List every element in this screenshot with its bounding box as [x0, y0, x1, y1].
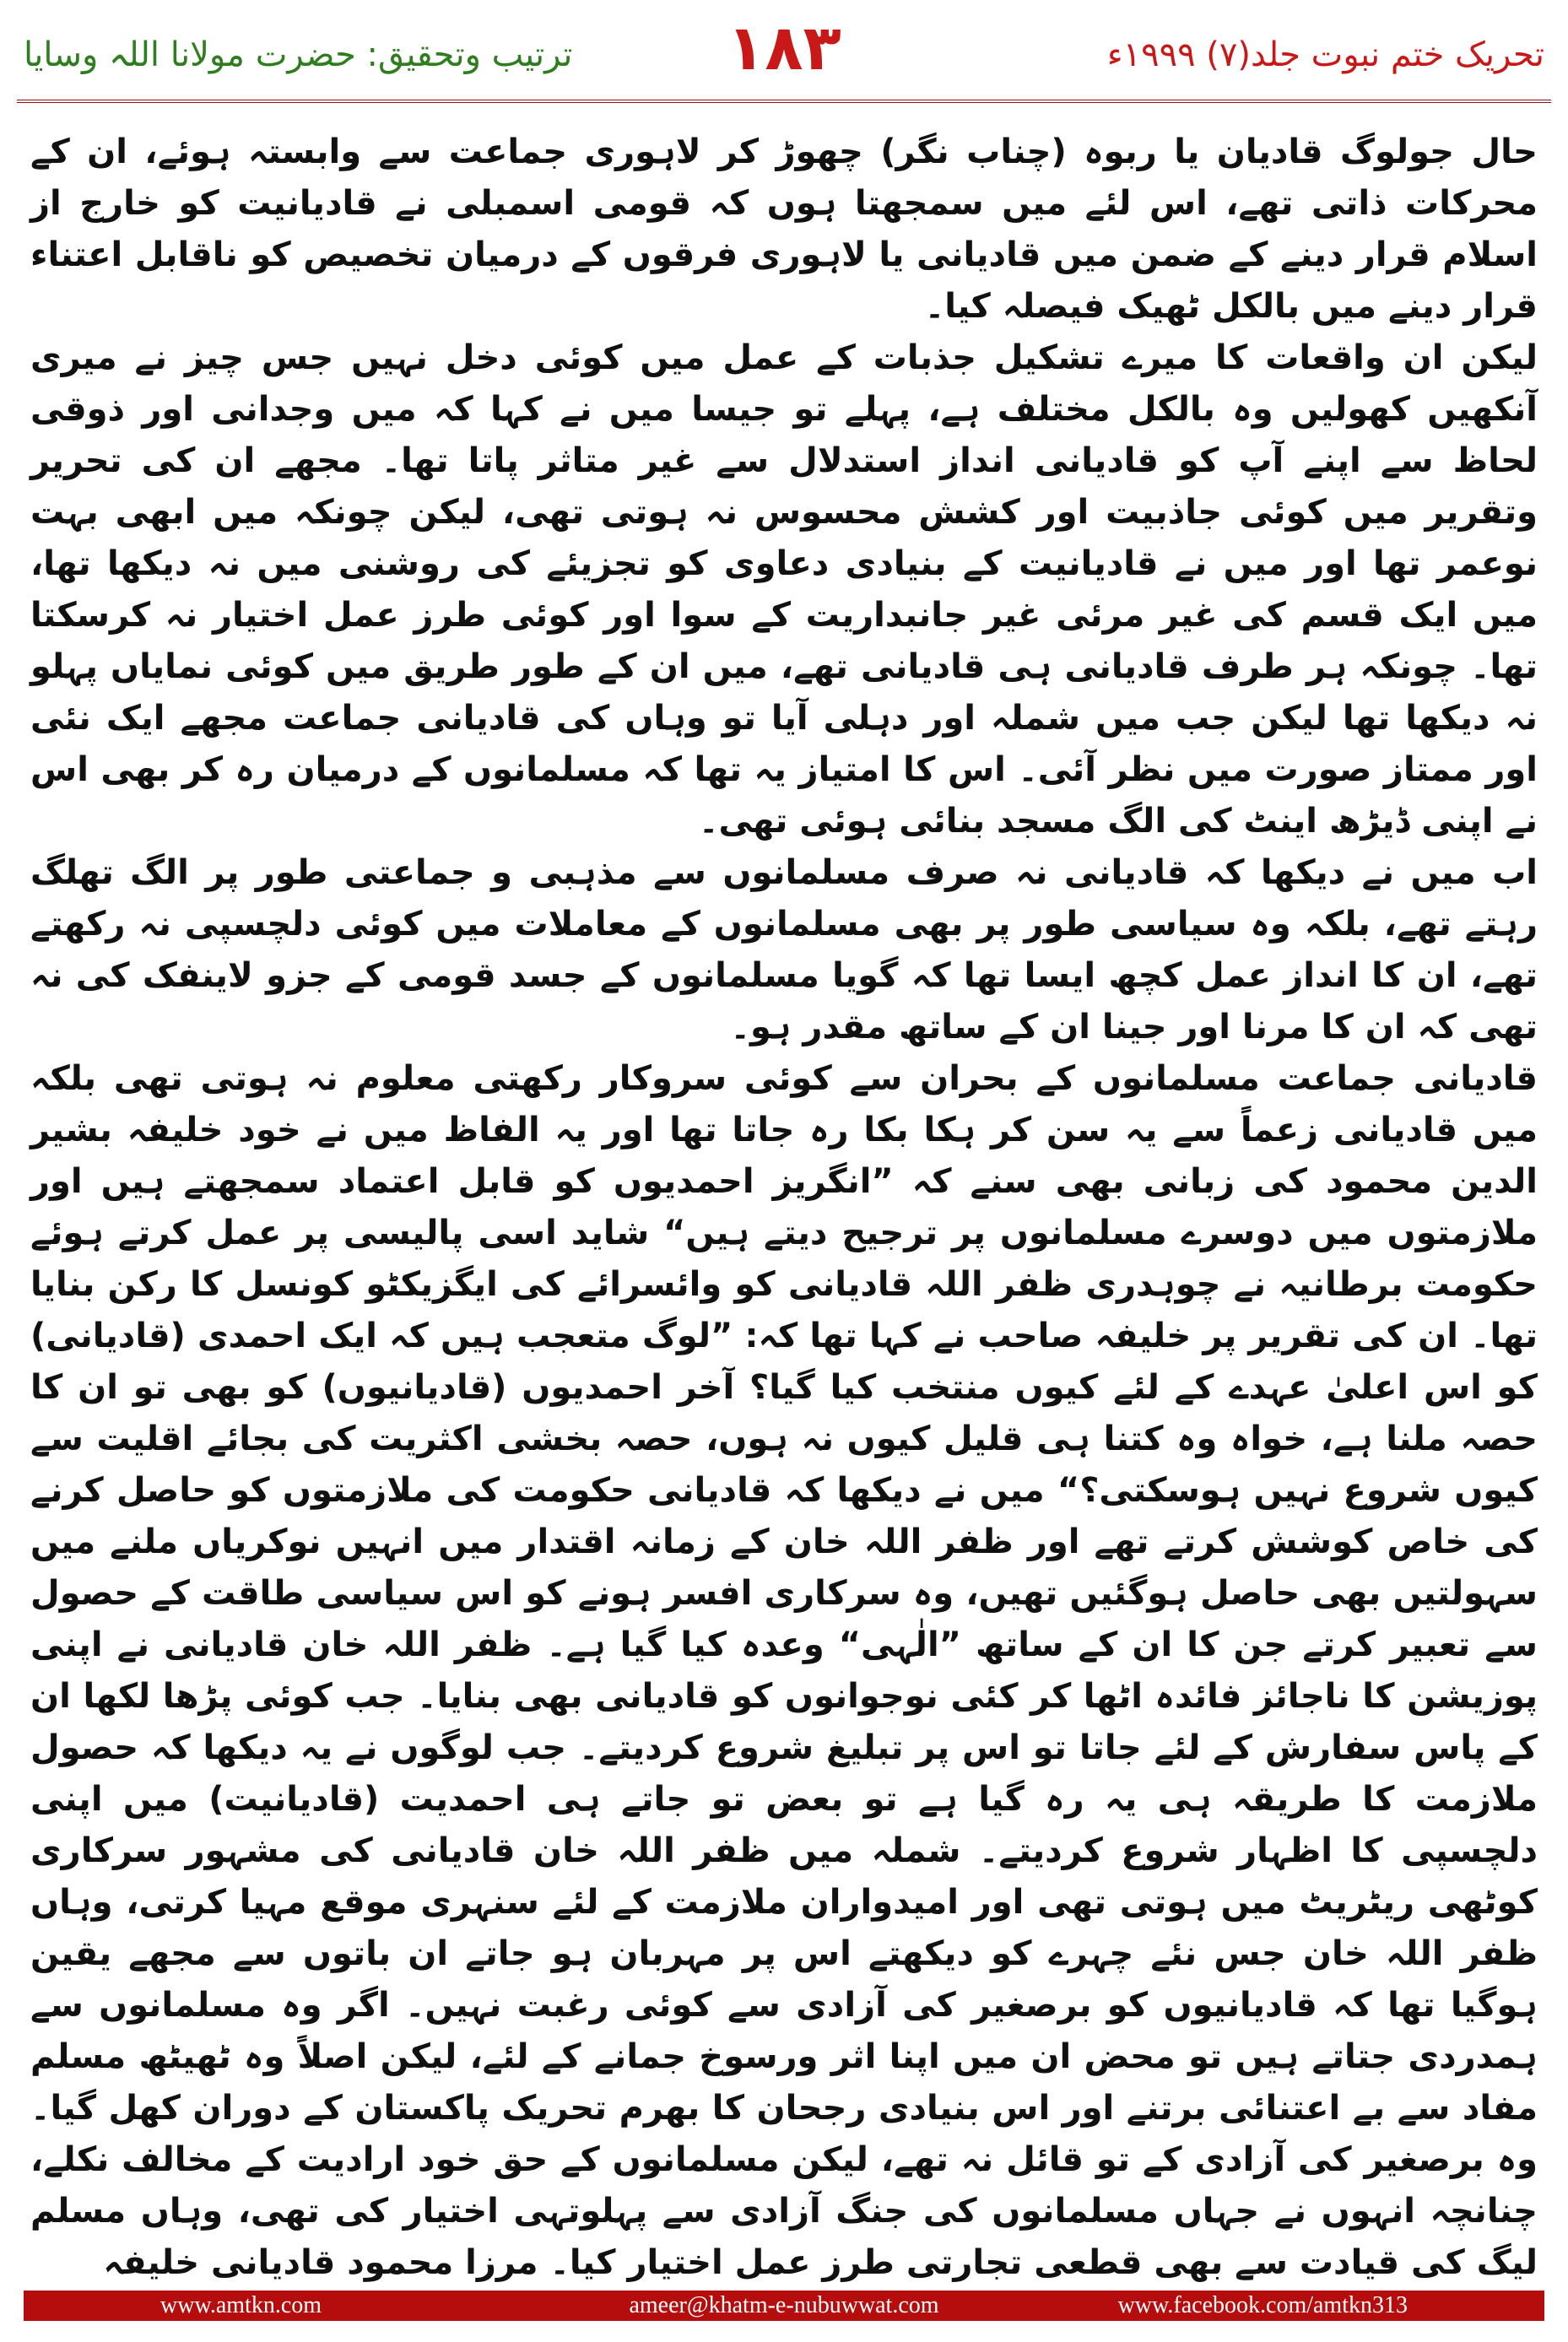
- header-book-title: تحریک ختم نبوت جلد(۷) ۱۹۹۹ء: [1106, 35, 1544, 74]
- paragraph: اب میں نے دیکھا کہ قادیانی نہ صرف مسلمانوں سے مذہبی و جماعتی طور پر الگ تھلگ رہتے تھے، بلکہ وہ سیاسی طور پر بھی مسلمانوں کے معاملات میں کوئی دلچسپی نہ رکھتے تھے، ان کا انداز عمل کچھ ایسا تھا کہ گویا مسلمانوں کے جسد قومی کے جزو لاینفک کی نہ تھی کہ ان کا مرنا اور جینا ان کے ساتھ مقدر ہو۔: [30, 853, 1538, 1047]
- paragraph: قادیانی جماعت مسلمانوں کے بحران سے کوئی سروکار رکھتی معلوم نہ ہوتی تھی بلکہ میں قادیانی زعماً سے یہ سن کر ہکا بکا رہ جاتا تھا اور یہ الفاظ میں نے خود خلیفہ بشیر الدین محمود کی زبانی بھی سنے کہ ”انگریز احمدیوں کو قابل اعتماد سمجھتے ہیں اور ملازمتوں میں دوسرے مسلمانوں پر ترجیح دیتے ہیں“ شاید اسی پالیسی پر عمل کرتے ہوئے حکومت برطانیہ نے چوہدری ظفر اللہ قادیانی کو وائسرائے کی ایگزیکٹو کونسل کا رکن بنایا تھا۔ ان کی تقریر پر خلیفہ صاحب نے کہا تھا کہ: ”لوگ متعجب ہیں کہ ایک احمدی (قادیانی) کو اس اعلیٰ عہدے کے لئے کیوں منتخب کیا گیا؟ آخر احمدیوں (قادیانیوں) کو بھی تو ان کا حصہ ملنا ہے، خواہ وہ کتنا ہی قلیل کیوں نہ ہوں، حصہ بخشی اکثریت کی بجائے اقلیت سے کیوں شروع نہیں ہوسکتی؟“ میں نے دیکھا کہ قادیانی حکومت کی ملازمتوں کو حاصل کرنے کی خاص کوشش کرتے تھے اور ظفر اللہ خان کے زمانہ اقتدار میں انہیں نوکریاں ملنے میں سہولتیں بھی حاصل ہوگئیں تھیں، وہ سرکاری افسر ہونے کو اس سیاسی طاقت کے حصول سے تعبیر کرتے جن کا ان کے ساتھ ”الٰہی“ وعدہ کیا گیا ہے۔ ظفر اللہ خان قادیانی نے اپنی پوزیشن کا ناجائز فائدہ اٹھا کر کئی نوجوانوں کو قادیانی بھی بنایا۔ جب کوئی پڑھا لکھا ان کے پاس سفارش کے لئے جاتا تو اس پر تبلیغ شروع کردیتے۔ جب لوگوں نے یہ دیکھا کہ حصول ملازمت کا طریقہ ہی یہ رہ گیا ہے تو بعض تو جاتے ہی احمدیت (قادیانیت) میں اپنی دلچسپی کا اظہار شروع کردیتے۔ شملہ میں ظفر اللہ خان قادیانی کی مشہور سرکاری کوٹھی ریٹریٹ میں ہوتی تھی اور امیدواران ملازمت کے لئے سنہری موقع مہیا کرتی، وہاں ظفر اللہ خان جس نئے چہرے کو دیکھتے اس پر مہربان ہو جاتے ان باتوں سے مجھے یقین ہوگیا تھا کہ قادیانیوں کو برصغیر کی آزادی سے کوئی رغبت نہیں۔ اگر وہ مسلمانوں سے ہمدردی جتاتے ہیں تو محض ان میں اپنا اثر ورسوخ جمانے کے لئے، لیکن اصلاً وہ ٹھیٹھ مسلم مفاد سے بے اعتنائی برتنے اور اس بنیادی رجحان کا بھرم تحریک پاکستان کے دوران کھل گیا۔ وہ برصغیر کی آزادی کے تو قائل نہ تھے، لیکن مسلمانوں کے حق خود ارادیت کے مخالف نکلے، چنانچہ انہوں نے جہاں مسلمانوں کی جنگ آزادی سے پہلوتہی اختیار کی تھی، وہاں مسلم لیگ کی قیادت سے بھی قطعی تجارتی طرز عمل اختیار کیا۔ مرزا محمود قادیانی خلیفہ: [30, 1059, 1538, 2282]
- page-body: [30, 127, 1538, 2282]
- paragraph: لیکن ان واقعات کا میرے تشکیل جذبات کے عمل میں کوئی دخل نہیں جس چیز نے میری آنکھیں کھولیں وہ بالکل مختلف ہے، پہلے تو جیسا میں نے کہا کہ میں وجدانی اور ذوقی لحاظ سے اپنے آپ کو قادیانی انداز استدلال سے غیر متاثر پاتا تھا۔ مجھے ان کی تحریر وتقریر میں کوئی جاذبیت اور کشش محسوس نہ ہوتی تھی، لیکن چونکہ میں ابھی بہت نوعمر تھا اور میں نے قادیانیت کے بنیادی دعاوی کو تجزیئے کی روشنی میں نہ دیکھا تھا، میں ایک قسم کی غیر مرئی غیر جانبداریت کے سوا اور کوئی طرز عمل اختیار نہ کرسکتا تھا۔ چونکہ ہر طرف قادیانی ہی قادیانی تھے، میں ان کے طور طریق میں کوئی نمایاں پہلو نہ دیکھا تھا لیکن جب میں شملہ اور دہلی آیا تو وہاں کی قادیانی جماعت مجھے ایک نئی اور ممتاز صورت میں نظر آئی۔ اس کا امتیاز یہ تھا کہ مسلمانوں کے درمیان رہ کر بھی اس نے اپنی ڈیڑھ اینٹ کی الگ مسجد بنائی ہوئی تھی۔: [30, 338, 1538, 841]
- header-compiler-credit: ترتیب وتحقیق: حضرت مولانا اللہ وسایا: [24, 35, 573, 74]
- footer-facebook-link[interactable]: www.facebook.com/amtkn313: [1117, 2292, 1408, 2318]
- header-divider: [17, 100, 1551, 103]
- footer-email-link[interactable]: ameer@khatm-e-nubuwwat.com: [629, 2292, 939, 2318]
- paragraph: حال جولوگ قادیان یا ربوہ (چناب نگر) چھوڑ کر لاہوری جماعت سے وابستہ ہوئے، ان کے محرکات ذاتی تھے، اس لئے میں سمجھتا ہوں کہ قومی اسمبلی نے قادیانیت کو خارج از اسلام قرار دینے کے ضمن میں قادیانی یا لاہوری فرقوں کے درمیان تخصیص کو ناقابل اعتناء قرار دینے میں بالکل ٹھیک فیصلہ کیا۔: [30, 133, 1538, 326]
- page-header: [0, 0, 1568, 100]
- footer-website-link[interactable]: www.amtkn.com: [160, 2292, 322, 2318]
- page-number: ۱۸۳: [727, 12, 841, 84]
